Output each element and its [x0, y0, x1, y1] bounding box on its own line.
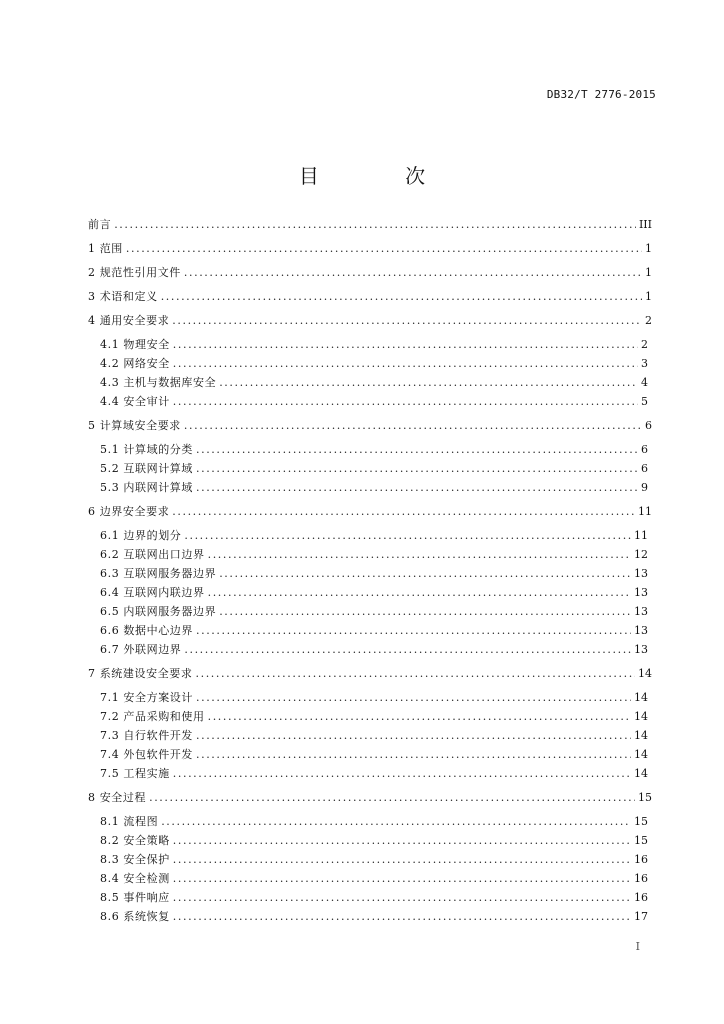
toc-subentry[interactable]	[88, 891, 648, 905]
toc-entry-label: 前言	[88, 218, 112, 231]
toc-leader-dots	[196, 481, 638, 495]
toc-entry-page: 16	[634, 891, 648, 904]
toc-entry-page: 14	[634, 748, 648, 761]
toc-entry-page: 16	[634, 853, 648, 866]
toc-entry-label: 1 范围	[88, 242, 123, 255]
toc-leader-dots	[173, 834, 631, 848]
toc-entry[interactable]	[88, 290, 652, 304]
toc-entry[interactable]	[88, 505, 652, 519]
toc-subentry[interactable]	[88, 910, 648, 924]
toc-entry-label: 8.5 事件响应	[100, 891, 170, 904]
toc-entry-label: 6.2 互联网出口边界	[100, 548, 205, 561]
toc-leader-dots	[208, 548, 631, 562]
toc-entry-label: 3 术语和定义	[88, 290, 158, 303]
document-code: DB32/T 2776-2015	[546, 88, 656, 101]
toc-entry[interactable]	[88, 266, 652, 280]
toc-entry-label: 4.3 主机与数据库安全	[100, 376, 217, 389]
toc-entry-label: 6.7 外联网边界	[100, 643, 182, 656]
toc-entry-label: 6.4 互联网内联边界	[100, 586, 205, 599]
toc-entry-page: 14	[638, 667, 652, 680]
toc-entry-page: 14	[634, 691, 648, 704]
toc-entry-page: 11	[638, 505, 652, 518]
toc-entry-label: 4.2 网络安全	[100, 357, 170, 370]
toc-entry-page: 2	[645, 314, 652, 327]
toc-entry-page: 1	[645, 290, 652, 303]
toc-leader-dots	[161, 290, 642, 304]
toc-leader-dots	[114, 218, 636, 232]
toc-subentry[interactable]	[88, 395, 648, 409]
toc-leader-dots	[173, 872, 631, 886]
toc-entry-label: 2 规范性引用文件	[88, 266, 181, 279]
toc-entry-page: 13	[634, 605, 648, 618]
toc-entry[interactable]	[88, 419, 652, 433]
table-of-contents	[88, 218, 652, 924]
toc-subentry[interactable]	[88, 605, 648, 619]
toc-entry-page: 2	[641, 338, 648, 351]
toc-subentry[interactable]	[88, 729, 648, 743]
toc-subentry[interactable]	[88, 586, 648, 600]
toc-subentry[interactable]	[88, 748, 648, 762]
toc-leader-dots	[161, 815, 631, 829]
toc-entry-page: 6	[645, 419, 652, 432]
toc-entry-page: III	[638, 218, 652, 231]
toc-entry-page: 4	[641, 376, 648, 389]
toc-entry-label: 6.6 数据中心边界	[100, 624, 193, 637]
toc-entry-page: 15	[638, 791, 652, 804]
toc-entry-label: 5.3 内联网计算域	[100, 481, 193, 494]
toc-entry-page: 13	[634, 567, 648, 580]
toc-leader-dots	[173, 395, 638, 409]
toc-entry-label: 6.1 边界的划分	[100, 529, 182, 542]
toc-subentry[interactable]	[88, 481, 648, 495]
toc-leader-dots	[196, 748, 631, 762]
toc-entry[interactable]	[88, 791, 652, 805]
toc-subentry[interactable]	[88, 834, 648, 848]
toc-subentry[interactable]	[88, 710, 648, 724]
toc-entry-label: 7.4 外包软件开发	[100, 748, 193, 761]
toc-entry-label: 7.2 产品采购和使用	[100, 710, 205, 723]
toc-subentry[interactable]	[88, 443, 648, 457]
toc-leader-dots	[173, 853, 631, 867]
toc-entry-label: 5.1 计算域的分类	[100, 443, 193, 456]
toc-entry-label: 6 边界安全要求	[88, 505, 170, 518]
toc-entry-label: 8.6 系统恢复	[100, 910, 170, 923]
toc-subentry[interactable]	[88, 624, 648, 638]
toc-leader-dots	[196, 667, 636, 681]
toc-subentry[interactable]	[88, 548, 648, 562]
toc-leader-dots	[196, 624, 631, 638]
toc-entry[interactable]	[88, 242, 652, 256]
toc-entry[interactable]	[88, 218, 652, 232]
toc-entry-label: 8.1 流程图	[100, 815, 159, 828]
toc-leader-dots	[173, 891, 631, 905]
toc-entry-page: 13	[634, 643, 648, 656]
toc-entry-page: 15	[634, 815, 648, 828]
toc-leader-dots	[219, 376, 638, 390]
toc-entry-label: 5 计算域安全要求	[88, 419, 181, 432]
toc-entry-page: 6	[641, 443, 648, 456]
toc-leader-dots	[219, 605, 631, 619]
toc-leader-dots	[219, 567, 631, 581]
toc-entry-page: 9	[641, 481, 648, 494]
toc-leader-dots	[172, 314, 642, 328]
toc-leader-dots	[208, 710, 631, 724]
toc-subentry[interactable]	[88, 767, 648, 781]
toc-entry-label: 7.1 安全方案设计	[100, 691, 193, 704]
toc-entry-label: 4.4 安全审计	[100, 395, 170, 408]
toc-entry-label: 4.1 物理安全	[100, 338, 170, 351]
toc-entry-page: 5	[641, 395, 648, 408]
toc-leader-dots	[196, 729, 631, 743]
toc-leader-dots	[196, 691, 631, 705]
toc-entry-page: 15	[634, 834, 648, 847]
toc-leader-dots	[184, 266, 642, 280]
toc-entry-page: 3	[641, 357, 648, 370]
toc-subentry[interactable]	[88, 462, 648, 476]
toc-leader-dots	[184, 529, 631, 543]
toc-entry-page: 14	[634, 710, 648, 723]
toc-entry-label: 7.5 工程实施	[100, 767, 170, 780]
toc-leader-dots	[173, 338, 638, 352]
toc-leader-dots	[173, 767, 631, 781]
toc-entry-page: 1	[645, 242, 652, 255]
toc-subentry[interactable]	[88, 338, 648, 352]
toc-leader-dots	[149, 791, 635, 805]
toc-entry-label: 5.2 互联网计算域	[100, 462, 193, 475]
toc-entry-page: 17	[634, 910, 648, 923]
footer-page-number: I	[635, 940, 640, 953]
toc-entry-page: 16	[634, 872, 648, 885]
toc-subentry[interactable]	[88, 567, 648, 581]
toc-leader-dots	[184, 419, 642, 433]
toc-entry-label: 7.3 自行软件开发	[100, 729, 193, 742]
toc-leader-dots	[196, 462, 638, 476]
toc-leader-dots	[172, 505, 635, 519]
toc-entry-page: 6	[641, 462, 648, 475]
toc-subentry[interactable]	[88, 872, 648, 886]
toc-leader-dots	[173, 910, 631, 924]
toc-subentry[interactable]	[88, 357, 648, 371]
toc-subentry[interactable]	[88, 815, 648, 829]
toc-entry-label: 8.3 安全保护	[100, 853, 170, 866]
toc-leader-dots	[173, 357, 638, 371]
toc-leader-dots	[196, 443, 638, 457]
toc-subentry[interactable]	[88, 691, 648, 705]
toc-entry-label: 6.5 内联网服务器边界	[100, 605, 217, 618]
toc-entry-page: 14	[634, 767, 648, 780]
toc-entry-label: 4 通用安全要求	[88, 314, 170, 327]
toc-subentry[interactable]	[88, 853, 648, 867]
toc-entry-page: 13	[634, 586, 648, 599]
page-title: 目 次	[298, 164, 466, 188]
toc-subentry[interactable]	[88, 529, 648, 543]
toc-entry-label: 8.4 安全检测	[100, 872, 170, 885]
toc-entry-page: 13	[634, 624, 648, 637]
toc-leader-dots	[184, 643, 631, 657]
toc-leader-dots	[208, 586, 631, 600]
toc-entry-page: 12	[634, 548, 648, 561]
toc-entry-page: 14	[634, 729, 648, 742]
toc-entry-page: 1	[645, 266, 652, 279]
toc-subentry[interactable]	[88, 376, 648, 390]
toc-entry-label: 6.3 互联网服务器边界	[100, 567, 217, 580]
toc-entry-label: 7 系统建设安全要求	[88, 667, 193, 680]
toc-entry-page: 11	[634, 529, 648, 542]
toc-subentry[interactable]	[88, 643, 648, 657]
toc-entry[interactable]	[88, 314, 652, 328]
toc-entry-label: 8.2 安全策略	[100, 834, 170, 847]
toc-leader-dots	[126, 242, 642, 256]
toc-entry-label: 8 安全过程	[88, 791, 147, 804]
toc-entry[interactable]	[88, 667, 652, 681]
